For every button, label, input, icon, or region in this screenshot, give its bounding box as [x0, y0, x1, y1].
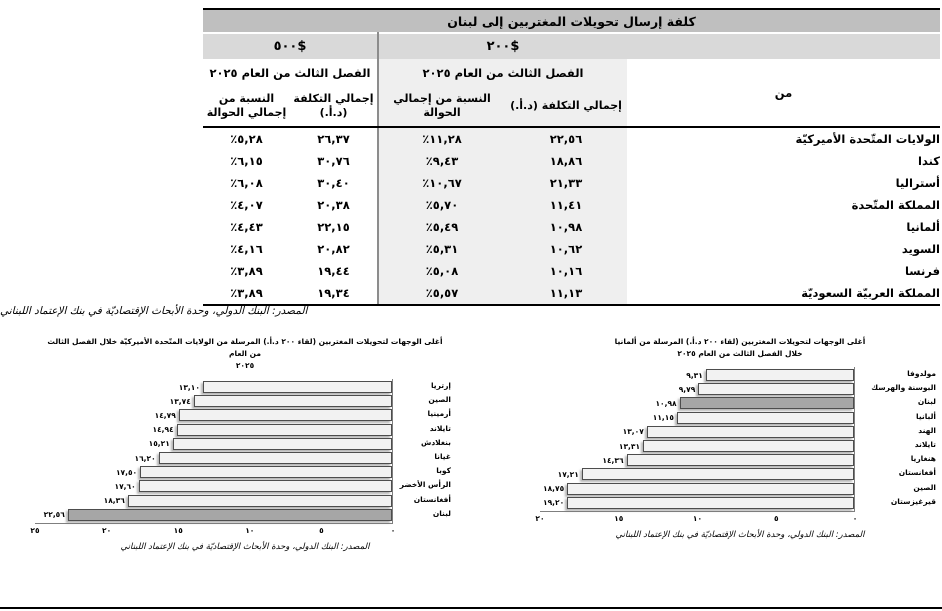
bar — [179, 409, 392, 421]
chart-body — [540, 367, 940, 512]
pct200-cell: ٥,٥٧٪ — [378, 282, 505, 305]
bar — [627, 454, 854, 466]
bar — [128, 495, 392, 507]
bar-row — [540, 396, 854, 410]
bar-value-label: ١٨,٧٥ — [543, 484, 565, 494]
cost500-cell: ٢٢,١٥ — [317, 220, 350, 234]
category-label: بنغلادش — [420, 437, 451, 447]
country-cell: السويد — [901, 242, 940, 256]
country-cell: الولايات المتّحدة الأميركيّة — [795, 132, 940, 146]
category-label: تايلاند — [429, 423, 451, 433]
category-label: قيرغيزستان — [890, 496, 936, 506]
category-label: الصين — [913, 482, 936, 492]
bar-row — [540, 496, 854, 510]
category-label: الرأس الأخضر — [399, 480, 451, 490]
plot-area — [540, 367, 855, 512]
bar-row — [540, 439, 854, 453]
cost200-cell: ١٠,٦٢ — [505, 238, 627, 260]
bar-row — [540, 425, 854, 439]
chart-source-note: المصدر: البنك الدولي، وحدة الأبحاث الإقتصاديّة في بنك الإعتماد اللبناني — [615, 529, 865, 540]
bar-row — [540, 482, 854, 496]
bar-highlight-lebanon — [680, 397, 854, 409]
pct500-cell: ٤,١٦٪ — [230, 242, 263, 256]
bar-row — [540, 467, 854, 481]
bar-row — [35, 423, 392, 437]
period-header-200: الفصل الثالث من العام ٢٠٢٥ — [378, 59, 627, 86]
bar-value-label: ١٣,٧٤ — [169, 396, 191, 406]
bar-row — [35, 408, 392, 422]
bar-row — [540, 368, 854, 382]
bar-value-label: ٢٢,٥٦ — [43, 510, 65, 520]
bar — [203, 381, 392, 393]
category-axis-labels — [393, 379, 455, 524]
pct500-cell: ٥,٢٨٪ — [230, 132, 263, 146]
period-header-500: الفصل الثالث من العام ٢٠٢٥ — [209, 65, 371, 80]
pct500-cell: ٣,٨٩٪ — [230, 264, 263, 278]
category-label: إرتريا — [430, 381, 451, 390]
period-header-row — [203, 59, 940, 86]
cost500-cell: ٣٠,٧٦ — [317, 154, 350, 168]
cost500-cell: ١٩,٤٤ — [317, 264, 350, 278]
bar-row — [35, 479, 392, 493]
amount-header-row — [203, 33, 940, 59]
plot-area — [35, 379, 393, 524]
cost200-cell: ١٨,٨٦ — [505, 150, 627, 172]
x-tick: ١٠ — [245, 525, 255, 535]
pct200-cell: ٥,٣١٪ — [378, 238, 505, 260]
bar — [643, 440, 854, 452]
pct-header-500: النسبة من إجمالي الحوالة — [203, 86, 290, 127]
category-label: أفغانستان — [898, 468, 936, 478]
bar-row — [35, 494, 392, 508]
category-label: البوسنة والهرسك — [871, 383, 936, 393]
bar-value-label: ٩,٣١ — [686, 370, 703, 380]
amount-header-empty — [627, 33, 940, 59]
chart-title-line2: ٢٠٢٥ — [235, 361, 255, 370]
from-column-header: من — [627, 59, 940, 127]
bar — [677, 412, 854, 424]
bar — [647, 426, 854, 438]
axis-spacer — [852, 512, 940, 524]
bar — [706, 369, 854, 381]
bar-value-label: ١٤,٧٩ — [154, 410, 176, 420]
category-label: الصين — [428, 395, 451, 405]
country-cell: المملكة المتّحدة — [851, 198, 940, 212]
total-cost-header-200: إجمالي التكلفة (د.أ.) — [505, 86, 627, 127]
pct500-cell: ٦,١٥٪ — [230, 154, 263, 168]
x-axis-ticks — [30, 524, 396, 536]
category-label: لبنان — [917, 397, 936, 407]
pct200-cell: ١٠,٦٧٪ — [378, 172, 505, 194]
table-row — [203, 238, 940, 260]
table-row — [203, 260, 940, 282]
x-tick: ٠ — [390, 525, 396, 535]
bar-value-label: ١٣,١٠ — [178, 382, 200, 392]
bar-value-label: ١٦,٢٠ — [134, 453, 156, 463]
table-row — [203, 150, 940, 172]
bar-row — [35, 451, 392, 465]
bar-row — [540, 411, 854, 425]
category-axis-labels — [855, 367, 940, 512]
category-label: لبنان — [432, 508, 451, 518]
pct-header-200: النسبة من إجمالي الحوالة — [378, 86, 505, 127]
axis-spacer — [390, 524, 455, 536]
bar — [582, 468, 854, 480]
chart-title — [43, 336, 447, 372]
bar-value-label: ١٠,٩٨ — [655, 398, 677, 408]
cost200-cell: ١١,٤١ — [505, 194, 627, 216]
amount-header-500: $٥٠٠ — [203, 33, 378, 59]
x-tick: ٢٠ — [102, 525, 112, 535]
table-row — [203, 127, 940, 150]
category-label: غيانا — [434, 451, 451, 461]
x-tick: ٥ — [773, 513, 779, 523]
chart-title-line1: أغلى الوجهات لتحويلات المغتربين (لقاء ٢٠٠ د.أ.) المرسلة من الولايات المتّحدة الأميركيّة خلال الفصل الثالث من العام — [47, 337, 443, 358]
bar-value-label: ١٧,٦٠ — [114, 481, 136, 491]
country-cell: أستراليا — [895, 176, 940, 190]
bar — [698, 383, 854, 395]
table-row — [203, 172, 940, 194]
x-axis — [535, 512, 940, 524]
bar-row — [35, 380, 392, 394]
cost500-cell: ٢٦,٣٧ — [317, 132, 350, 146]
bar-row — [35, 394, 392, 408]
x-axis — [30, 524, 455, 536]
chart-body — [35, 379, 455, 524]
x-tick: ١٥ — [614, 513, 624, 523]
chart-source-note: المصدر: البنك الدولي، وحدة الأبحاث الإقتصاديّة في بنك الإعتماد اللبناني — [120, 541, 370, 552]
bar — [567, 483, 854, 495]
country-cell: ألمانيا — [906, 220, 940, 234]
x-tick: ١٥ — [173, 525, 183, 535]
pct500-cell: ٣,٨٩٪ — [203, 282, 290, 305]
bar — [194, 395, 392, 407]
bar-value-label: ١٥,٢١ — [148, 439, 170, 449]
category-label: الهند — [918, 425, 936, 435]
bar-value-label: ١٣,٣١ — [618, 441, 641, 451]
chart-germany-remittance-destinations — [535, 336, 940, 540]
bar-value-label: ١٤,٣٦ — [602, 455, 624, 465]
category-label: ألبانيا — [916, 411, 936, 421]
cost200-cell: ٢٢,٥٦ — [505, 127, 627, 150]
category-label: أفغانستان — [413, 494, 451, 504]
bar-value-label: ١٧,٥٠ — [115, 467, 138, 477]
page-bottom-rule — [0, 607, 942, 609]
bar-value-label: ١٨,٣٦ — [103, 496, 125, 506]
bar — [567, 497, 854, 509]
category-label: أرمينيا — [427, 409, 451, 419]
amount-header-200: $٢٠٠ — [378, 33, 627, 59]
bar-row — [35, 508, 392, 522]
pct200-cell: ٩,٤٣٪ — [378, 150, 505, 172]
country-cell: كندا — [918, 154, 940, 168]
cost500-cell: ٢٠,٨٢ — [317, 242, 350, 256]
category-label: هنغاريا — [910, 454, 936, 464]
remittance-cost-table — [203, 8, 940, 306]
cost500-cell: ٣٠,٤٠ — [317, 176, 350, 190]
chart-title-line1: أغلى الوجهات لتحويلات المغتربين (لقاء ٢٠٠ د.أ.) المرسلة من ألمانيا — [614, 337, 866, 346]
bar-highlight-lebanon — [68, 509, 392, 521]
bar — [139, 480, 392, 492]
table-title-row — [203, 9, 940, 33]
bar — [159, 452, 392, 464]
table-source-note — [0, 305, 940, 317]
bar-value-label: ١٤,٩٤ — [152, 425, 174, 435]
cost200-cell: ١٠,١٦ — [505, 260, 627, 282]
bar-value-label: ١٣,٠٧ — [622, 427, 644, 437]
x-tick: ٢٠ — [535, 513, 545, 523]
bar — [173, 438, 392, 450]
category-label: كوبا — [436, 466, 451, 476]
cost200-cell: ١١,١٣ — [505, 282, 627, 305]
pct200-cell: ١١,٢٨٪ — [378, 127, 505, 150]
bar-row — [35, 465, 392, 479]
bar-row — [540, 453, 854, 467]
bar-value-label: ١٩,٢٠ — [543, 498, 565, 508]
bar-row — [540, 382, 854, 396]
country-cell: المملكة العربيّة السعوديّة — [627, 282, 940, 305]
total-cost-header-500: إجمالي التكلفة (د.أ.) — [290, 86, 378, 127]
category-label: تايلاند — [914, 439, 936, 449]
chart-usa-remittance-destinations — [30, 336, 455, 552]
cost500-cell: ٢٠,٣٨ — [317, 198, 350, 212]
table-title: كلفة إرسال تحويلات المغتربين إلى لبنان — [203, 9, 940, 33]
x-axis-ticks — [535, 512, 858, 524]
x-tick: ٢٥ — [30, 525, 40, 535]
x-tick: ٥ — [319, 525, 324, 535]
table-row — [203, 282, 940, 305]
pct500-cell: ٤,٠٧٪ — [230, 198, 263, 212]
chart-title — [548, 336, 932, 360]
table-row — [203, 216, 940, 238]
bar-value-label: ٩,٧٩ — [678, 384, 696, 394]
chart-title-line2: خلال الفصل الثالث من العام ٢٠٢٥ — [677, 349, 803, 358]
country-cell: فرنسا — [904, 264, 940, 278]
costs-table — [203, 8, 940, 306]
pct500-cell: ٦,٠٨٪ — [230, 176, 263, 190]
pct200-cell: ٥,٤٩٪ — [378, 216, 505, 238]
cost200-cell: ١٠,٩٨ — [505, 216, 627, 238]
bar — [140, 466, 392, 478]
x-tick: ١٠ — [692, 513, 703, 523]
x-tick: ٠ — [852, 513, 858, 523]
pct200-cell: ٥,٠٨٪ — [378, 260, 505, 282]
pct200-cell: ٥,٧٠٪ — [378, 194, 505, 216]
pct500-cell: ٤,٤٣٪ — [230, 220, 263, 234]
table-row — [203, 194, 940, 216]
bar-row — [35, 437, 392, 451]
cost500-cell: ١٩,٣٤ — [290, 282, 378, 305]
bar — [177, 424, 392, 436]
table-source-text: المصدر: البنك الدولي، وحدة الأبحاث الإقتصاديّة في بنك الإعتماد اللبناني — [0, 305, 308, 317]
bar-value-label: ١٧,٢١ — [557, 469, 579, 479]
cost200-cell: ٢١,٣٣ — [505, 172, 627, 194]
category-label: مولدوفا — [907, 369, 936, 378]
bar-value-label: ١١,١٥ — [652, 413, 674, 423]
